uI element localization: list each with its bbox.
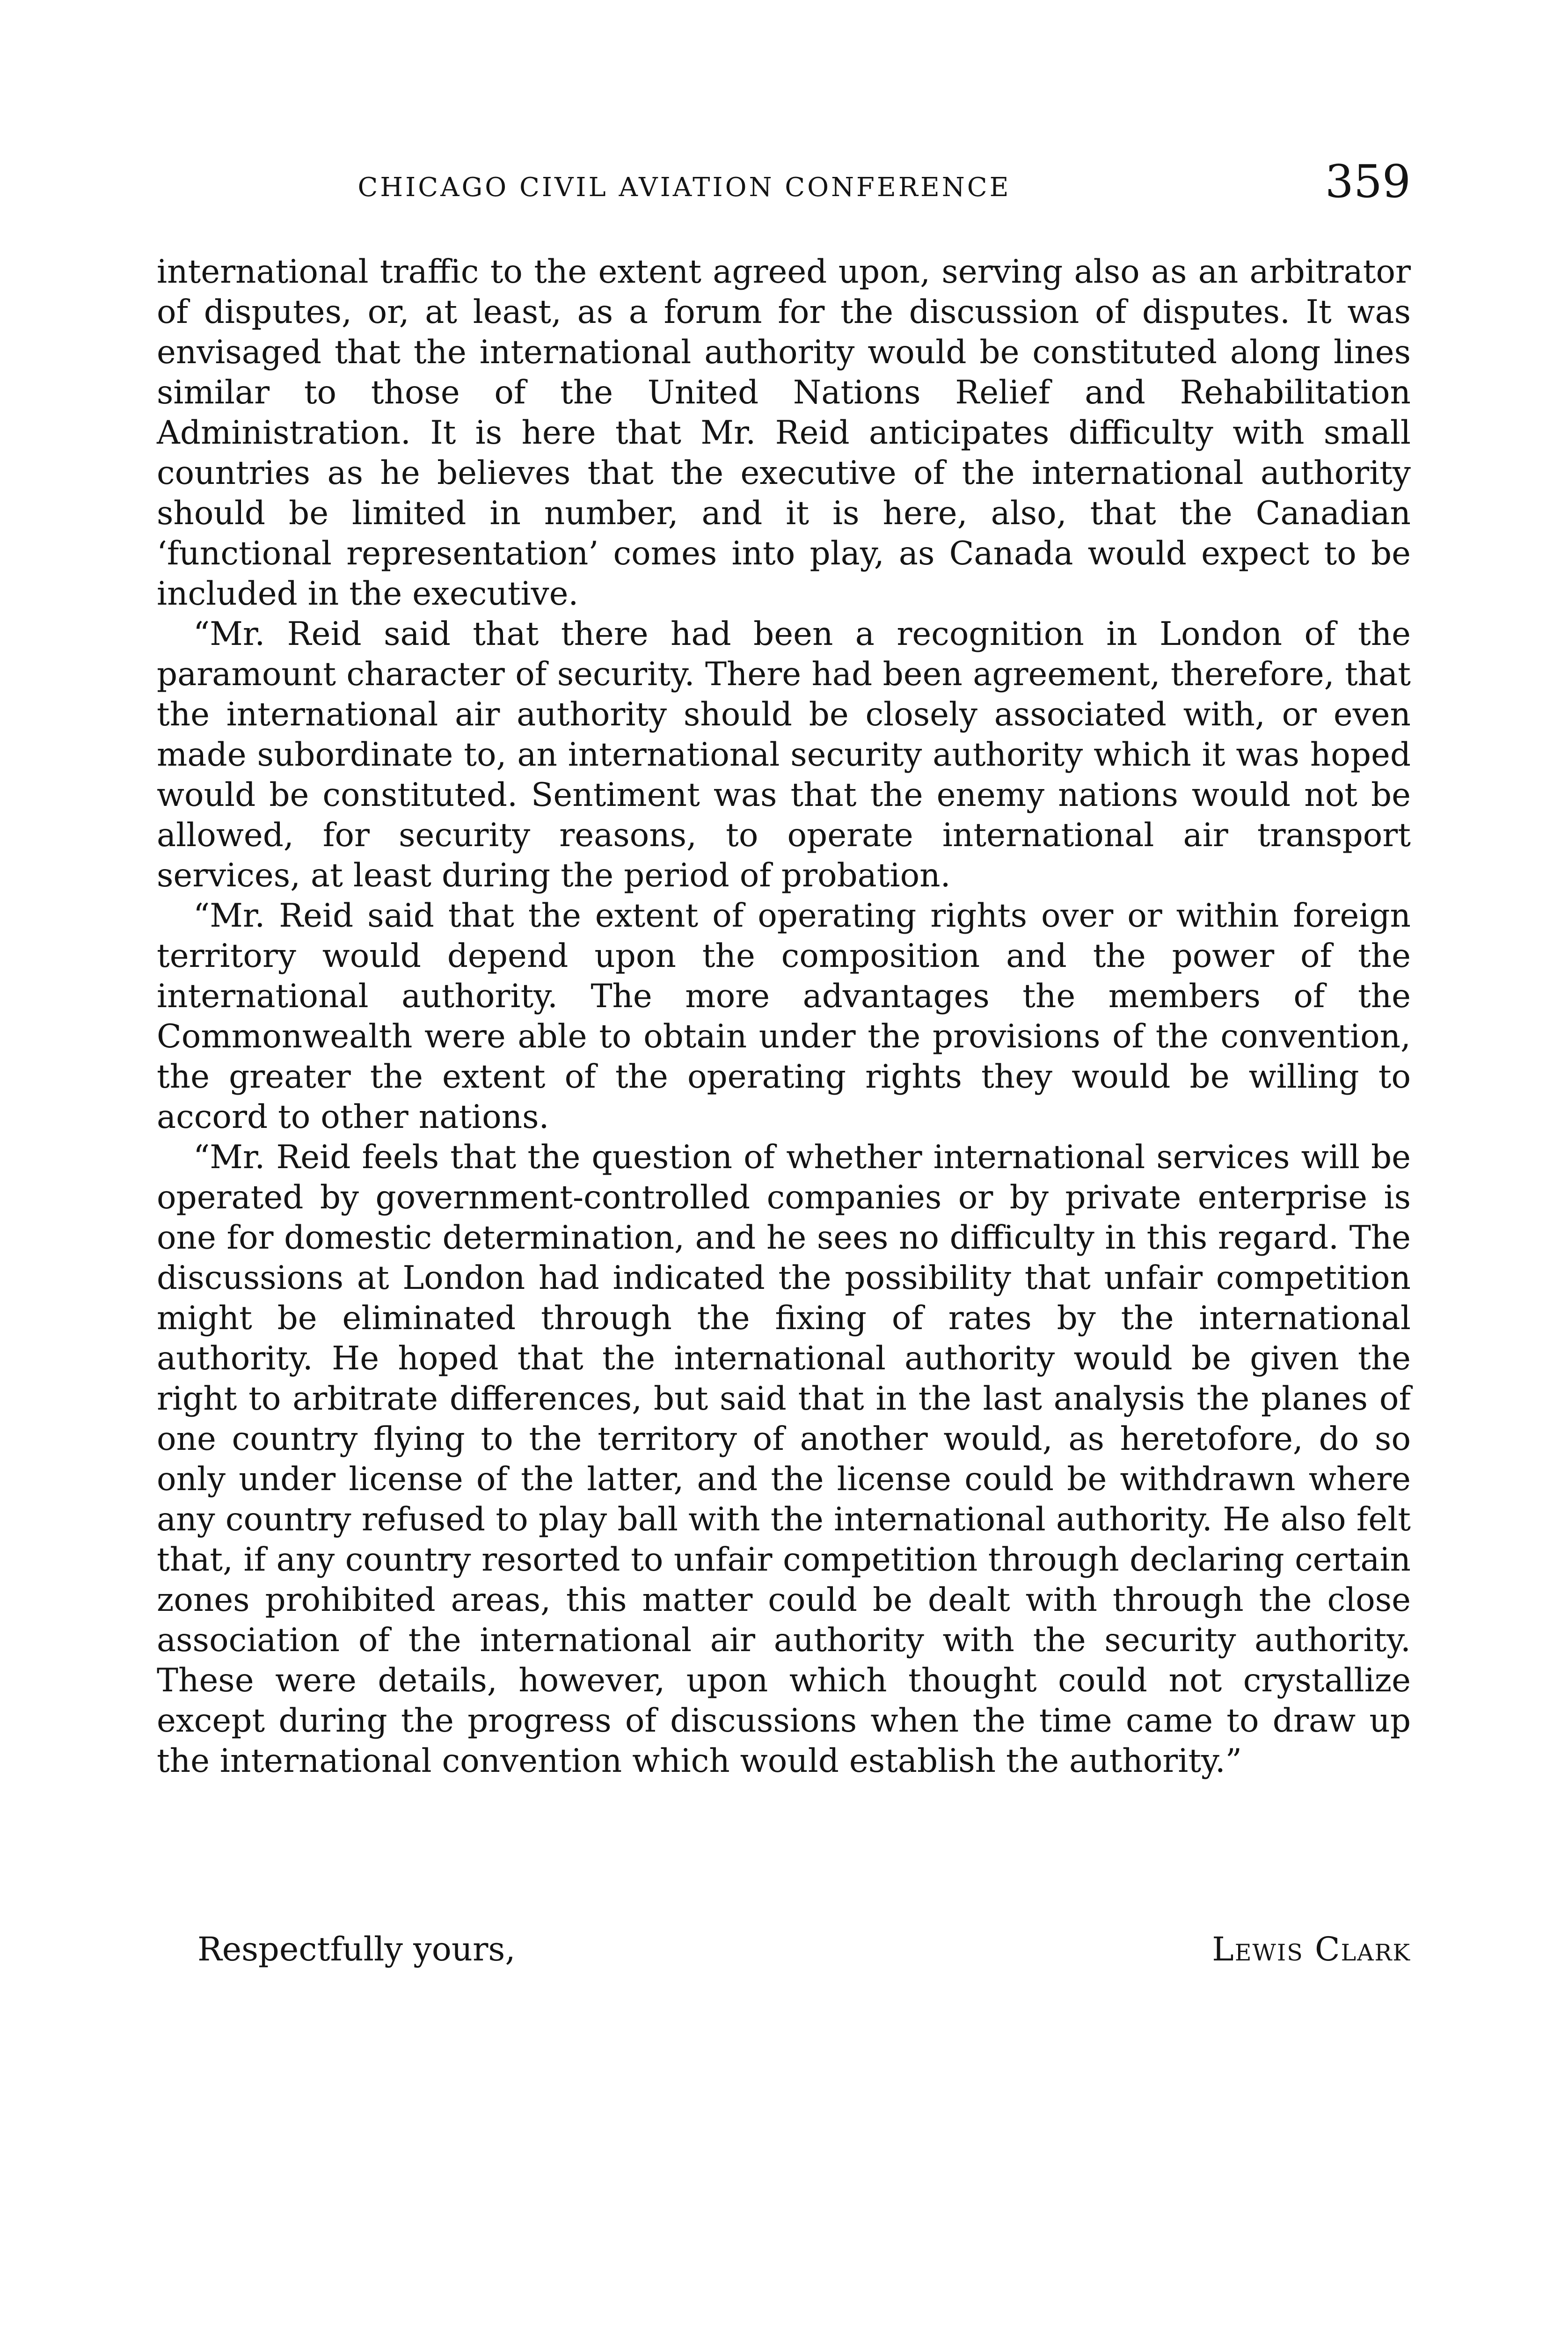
signature: Lewis Clark [1212, 1930, 1411, 1968]
paragraph-2: “Mr. Reid said that there had been a recognition in London of the paramount character of security. There had been agreement, therefore, that the international air authority should be closely associated with, or even made subordinate to, an international security authority which it was hoped would be constituted. Sentiment was that the enemy nations would not be allowed, for security reasons, to operate international air transport services, at least during the period of probation. [157, 615, 1411, 894]
page-number: 359 [1325, 155, 1411, 208]
paragraph-4: “Mr. Reid feels that the question of whether international services will be operated by government-controlled companies or by private enterprise is one for domestic determination, and he sees no difficulty in this regard. The discussions at London had indicated the possibility that unfair competition might be eliminated through the fixing of rates by the international authority. He hoped that the international authority would be given the right to arbitrate differences, but said that in the last analysis the planes of one country flying to the territory of another would, as heretofore, do so only under license of the latter, and the license could be withdrawn where any country refused to play ball with the international authority. He also felt that, if any country resorted to unfair competition through declaring certain zones prohibited areas, this matter could be dealt with through the close association of the international air authority with the security authority. These were details, however, upon which thought could not crystallize except during the progress of discussions when the time came to draw up the international convention which would establish the authority.” [157, 1139, 1411, 1780]
body-text [157, 252, 1411, 1781]
complimentary-close: Respectfully yours, [197, 1930, 516, 1968]
running-title: CHICAGO CIVIL AVIATION CONFERENCE [357, 172, 1011, 203]
running-head [157, 155, 1411, 211]
paragraph-3: “Mr. Reid said that the extent of operating rights over or within foreign territory would depend upon the composition and the power of the international authority. The more advantages the members of the Commonwealth were able to obtain under the provisions of the convention, the greater the extent of the operating rights they would be willing to accord to other nations. [157, 897, 1411, 1136]
letter-closing [157, 1930, 1411, 1977]
paragraph-1: international traffic to the extent agreed upon, serving also as an arbitrator of disputes, or, at least, as a forum for the discussion of disputes. It was envisaged that the international authority would be constituted along lines similar to those of the United Nations Relief and Rehabilitation Administration. It is here that Mr. Reid anticipates difficulty with small countries as he believes that the executive of the international authority should be limited in number, and it is here, also, that the Canadian ‘functional representation’ comes into play, as Canada would expect to be included in the executive. [157, 253, 1411, 613]
